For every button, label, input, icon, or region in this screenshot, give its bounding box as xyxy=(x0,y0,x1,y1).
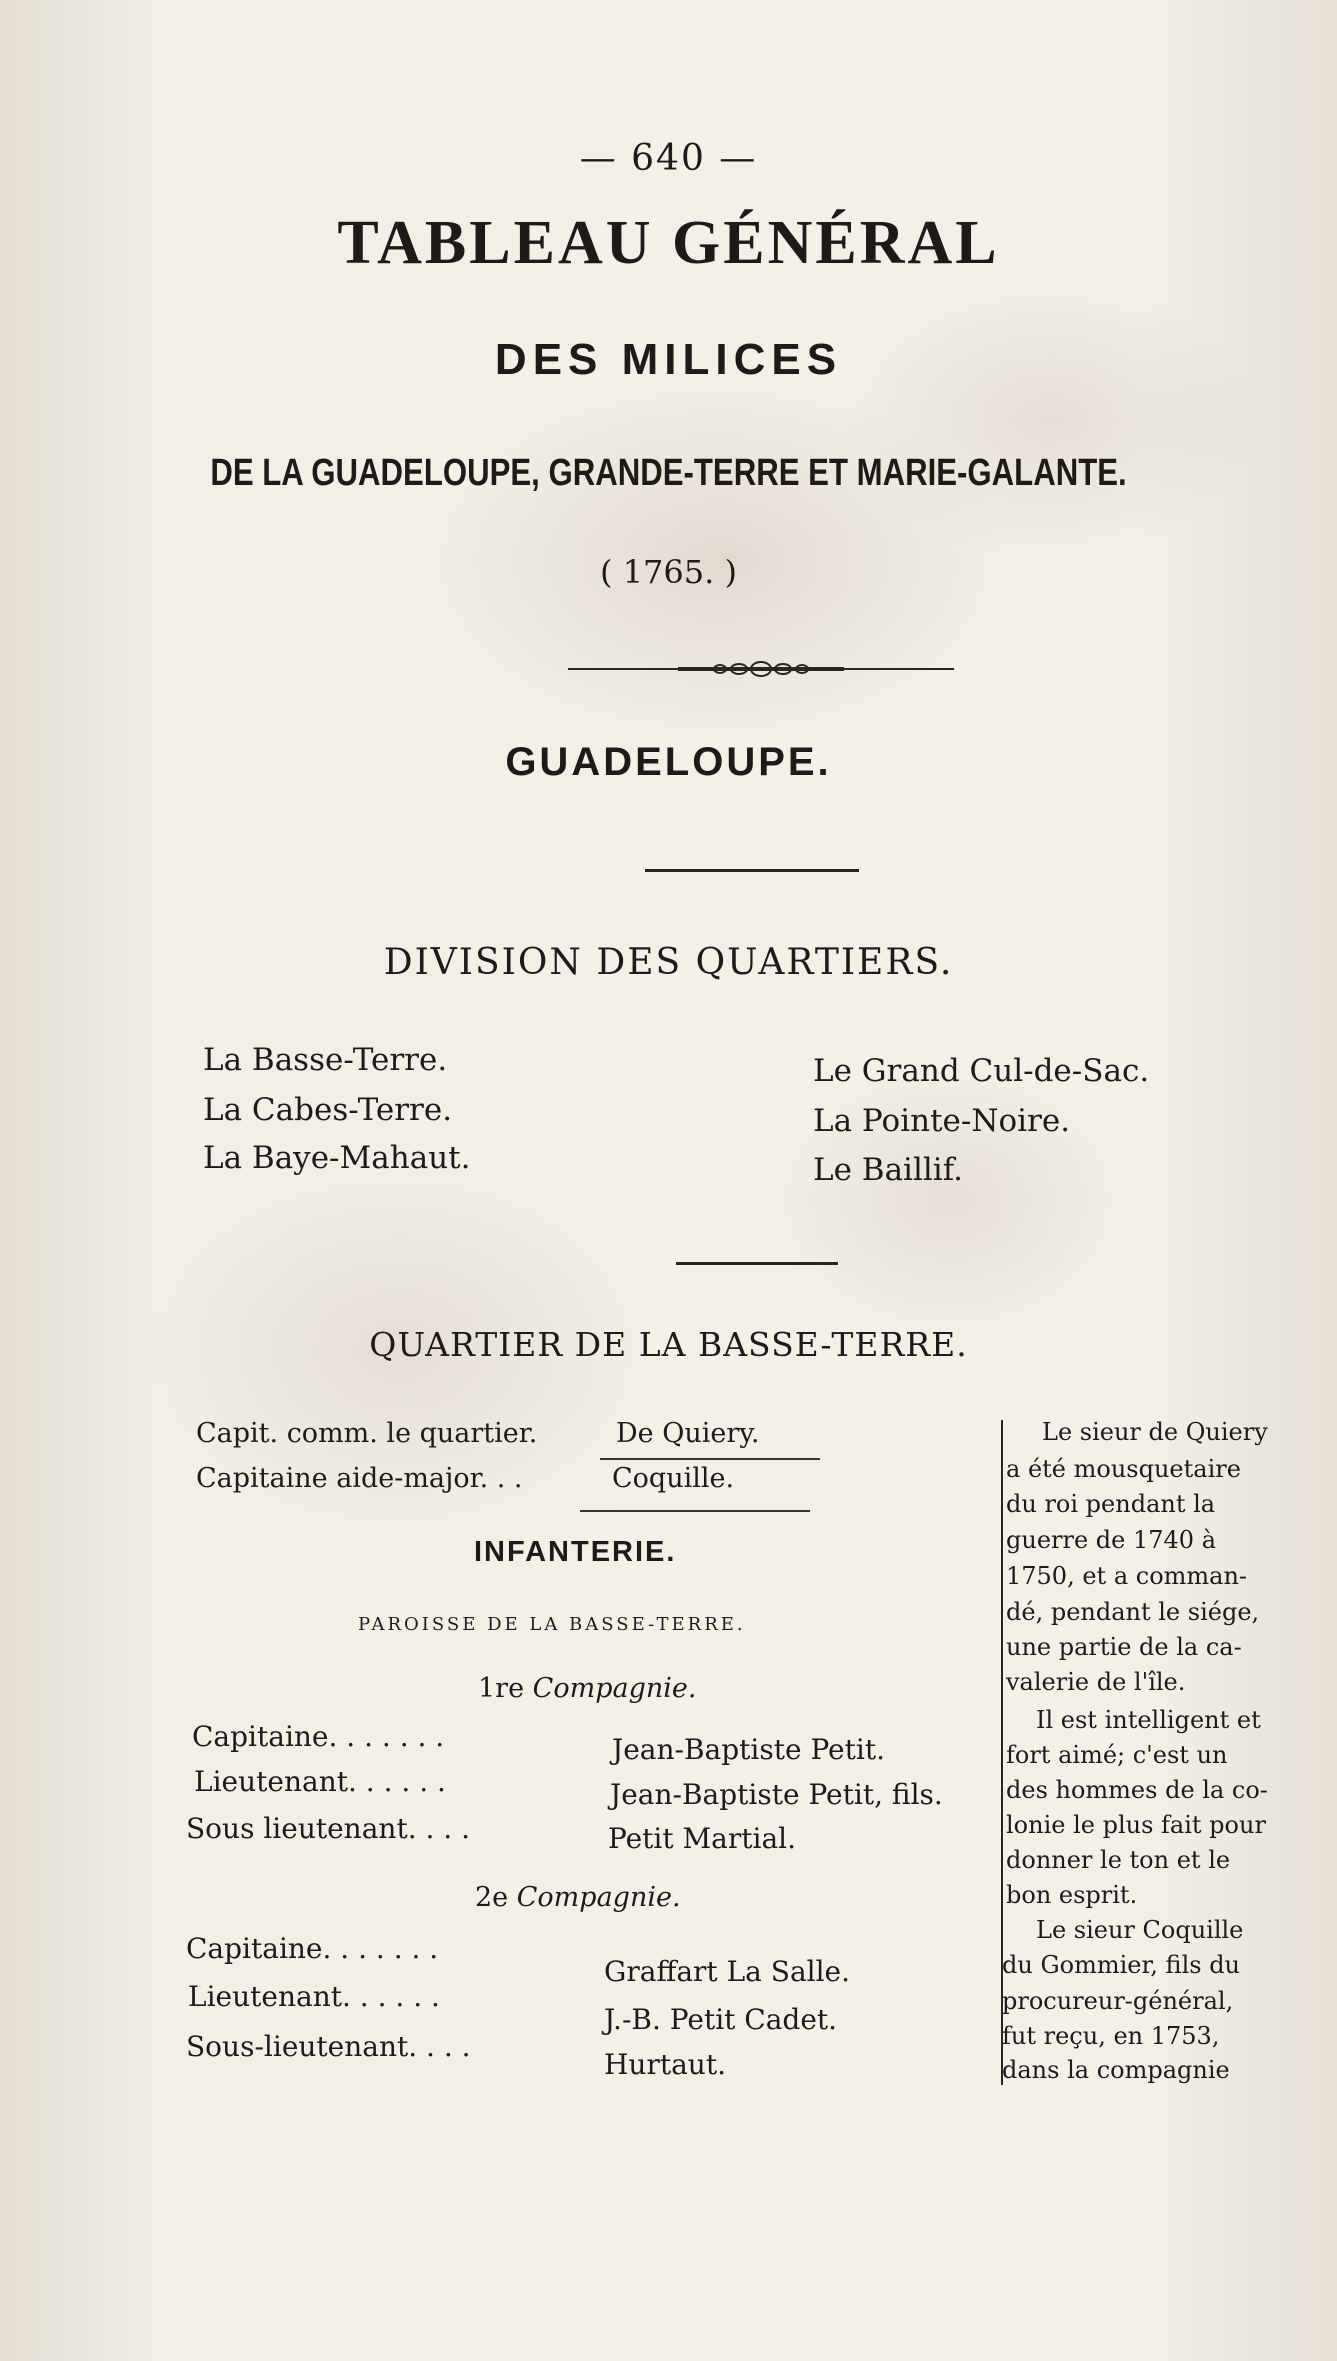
rank-label: Sous-lieutenant. . . . xyxy=(186,2030,471,2063)
officer-name: Hurtaut. xyxy=(604,2048,726,2081)
section-heading: GUADELOUPE. xyxy=(505,740,832,784)
quarter-item: La Cabes-Terre. xyxy=(203,1092,453,1128)
quarter-item: La Basse-Terre. xyxy=(203,1042,448,1078)
commander-label: Capitaine aide-major. . . xyxy=(196,1463,523,1494)
division-heading: DIVISION DES QUARTIERS. xyxy=(383,942,954,983)
officer-name: Graffart La Salle. xyxy=(604,1955,851,1988)
note-line: a été mousquetaire xyxy=(1006,1455,1241,1483)
note-line: du Gommier, fils du xyxy=(1002,1951,1241,1979)
handwritten-underline xyxy=(600,1458,820,1460)
officer-name: J.-B. Petit Cadet. xyxy=(604,2003,838,2036)
ornament-divider-icon xyxy=(568,658,954,680)
page-subtitle: DES MILICES xyxy=(494,335,843,384)
note-line: lonie le plus fait pour xyxy=(1006,1811,1266,1839)
rank-label: Capitaine. . . . . . . xyxy=(192,1720,445,1753)
note-line: Le sieur Coquille xyxy=(1036,1916,1244,1944)
officer-name: Jean-Baptiste Petit, fils. xyxy=(610,1778,943,1811)
note-line: dé, pendant le siége, xyxy=(1006,1598,1260,1626)
commander-label: Capit. comm. le quartier. xyxy=(196,1418,538,1449)
paroisse-heading: PAROISSE DE LA BASSE-TERRE. xyxy=(358,1614,746,1635)
note-line: une partie de la ca- xyxy=(1006,1633,1242,1661)
commander-name: Coquille. xyxy=(612,1463,735,1494)
rank-label: Lieutenant. . . . . . xyxy=(188,1980,440,2013)
page-number: — 640 — xyxy=(579,138,758,179)
commander-name: De Quiery. xyxy=(616,1418,760,1449)
company-heading: 2e Compagnie. xyxy=(475,1882,681,1913)
rank-label: Sous lieutenant. . . . xyxy=(186,1812,470,1845)
note-line: procureur-général, xyxy=(1002,1987,1234,2015)
note-line: valerie de l'île. xyxy=(1006,1668,1186,1696)
quarter-item: La Baye-Mahaut. xyxy=(203,1140,471,1176)
year: ( 1765. ) xyxy=(600,553,737,591)
note-line: Le sieur de Quiery xyxy=(1042,1418,1268,1446)
quarter-item: Le Grand Cul-de-Sac. xyxy=(813,1053,1150,1089)
officer-name: Petit Martial. xyxy=(608,1822,797,1855)
note-line: des hommes de la co- xyxy=(1006,1776,1268,1804)
rank-label: Capitaine. . . . . . . xyxy=(186,1932,439,1965)
note-line: bon esprit. xyxy=(1006,1881,1138,1909)
page-subtitle-places: DE LA GUADELOUPE, GRANDE-TERRE ET MARIE-GALANTE. xyxy=(210,452,1127,494)
quarter-item: Le Baillif. xyxy=(813,1152,963,1188)
note-line: donner le ton et le xyxy=(1006,1846,1231,1874)
note-line: du roi pendant la xyxy=(1006,1490,1216,1518)
handwritten-underline xyxy=(580,1510,810,1512)
infanterie-heading: INFANTERIE. xyxy=(474,1536,677,1568)
divider xyxy=(676,1262,838,1265)
quartier-heading: QUARTIER DE LA BASSE-TERRE. xyxy=(369,1325,968,1364)
rank-label: Lieutenant. . . . . . xyxy=(194,1765,446,1798)
officer-name: Jean-Baptiste Petit. xyxy=(612,1733,885,1766)
note-line: dans la compagnie xyxy=(1002,2056,1230,2084)
note-line: guerre de 1740 à xyxy=(1006,1526,1217,1554)
page-title: TABLEAU GÉNÉRAL xyxy=(337,209,1000,277)
note-line: fut reçu, en 1753, xyxy=(1002,2022,1220,2050)
company-heading: 1re Compagnie. xyxy=(478,1673,697,1704)
divider xyxy=(645,869,859,872)
note-line: fort aimé; c'est un xyxy=(1006,1741,1228,1769)
note-line: Il est intelligent et xyxy=(1036,1706,1261,1734)
note-line: 1750, et a comman- xyxy=(1006,1562,1248,1590)
column-rule xyxy=(1001,1420,1003,2085)
quarter-item: La Pointe-Noire. xyxy=(813,1103,1071,1139)
